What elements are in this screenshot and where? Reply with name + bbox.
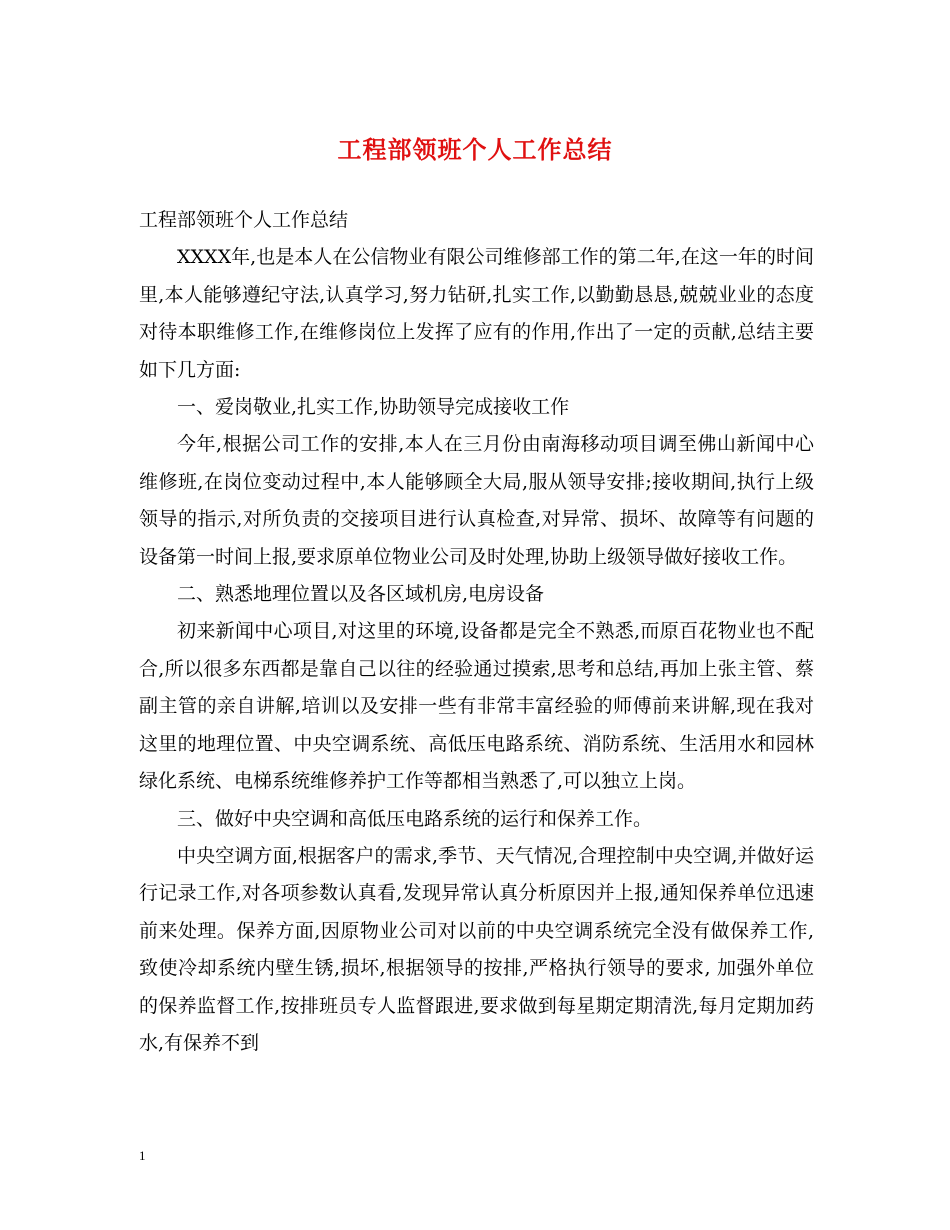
paragraph-heading: 工程部领班个人工作总结 xyxy=(139,209,349,231)
section-heading-3: 三、做好中央空调和高低压电路系统的运行和保养工作。 xyxy=(177,807,653,830)
paragraph-section-1: 今年,根据公司工作的安排,本人在三月份由南海移动项目调至佛山新闻中心维修班,在岗位变动过程中,本人能够顾全大局,服从领导安排;接收期间,执行上级领导的指示,对所负责的交接项目进行认真检查,对异常、损坏、故障等有问题的设备第一时间上报,要求原单位物业公司及时处理,协助上级领导做好接收工作。 xyxy=(139,433,814,568)
paragraph-section-3: 中央空调方面,根据客户的需求,季节、天气情况,合理控制中央空调,并做好运行记录工作,对各项参数认真看,发现异常认真分析原因并上报,通知保养单位迅速前来处理。保养方面,因原物业公司对以前的中央空调系统完全没有做保养工作,致使冷却系统内壁生锈,损坏,根据领导的按排,严格执行领导的要求, 加强外单位的保养监督工作,按排班员专人监督跟进,要求做到每星期定期清洗,每月定期加药水,有保养不到 xyxy=(139,844,814,1054)
section-heading-1: 一、爱岗敬业,扎实工作,协助领导完成接收工作 xyxy=(177,396,570,419)
paragraph-intro: XXXX年,也是本人在公信物业有限公司维修部工作的第二年,在这一年的时间里,本人能够遵纪守法,认真学习,努力钻研,扎实工作,以勤勤恳恳,兢兢业业的态度对待本职维修工作,在维修岗位上发挥了应有的作用,作出了一定的贡献,总结主要如下几方面: xyxy=(139,246,814,381)
paragraph-section-2: 初来新闻中心项目,对这里的环境,设备都是完全不熟悉,而原百花物业也不配合,所以很多东西都是靠自己以往的经验通过摸索,思考和总结,再加上张主管、蔡副主管的亲自讲解,培训以及安排一些有非常丰富经验的师傅前来讲解,现在我对这里的地理位置、中央空调系统、高低压电路系统、消防系统、生活用水和园林绿化系统、电梯系统维修养护工作等都相当熟悉了,可以独立上岗。 xyxy=(139,620,814,793)
page-number: 1 xyxy=(139,1148,146,1163)
document-title: 工程部领班个人工作总结 xyxy=(337,135,613,164)
document-body xyxy=(139,202,814,1062)
section-heading-2: 二、熟悉地理位置以及各区域机房,电房设备 xyxy=(177,583,545,606)
